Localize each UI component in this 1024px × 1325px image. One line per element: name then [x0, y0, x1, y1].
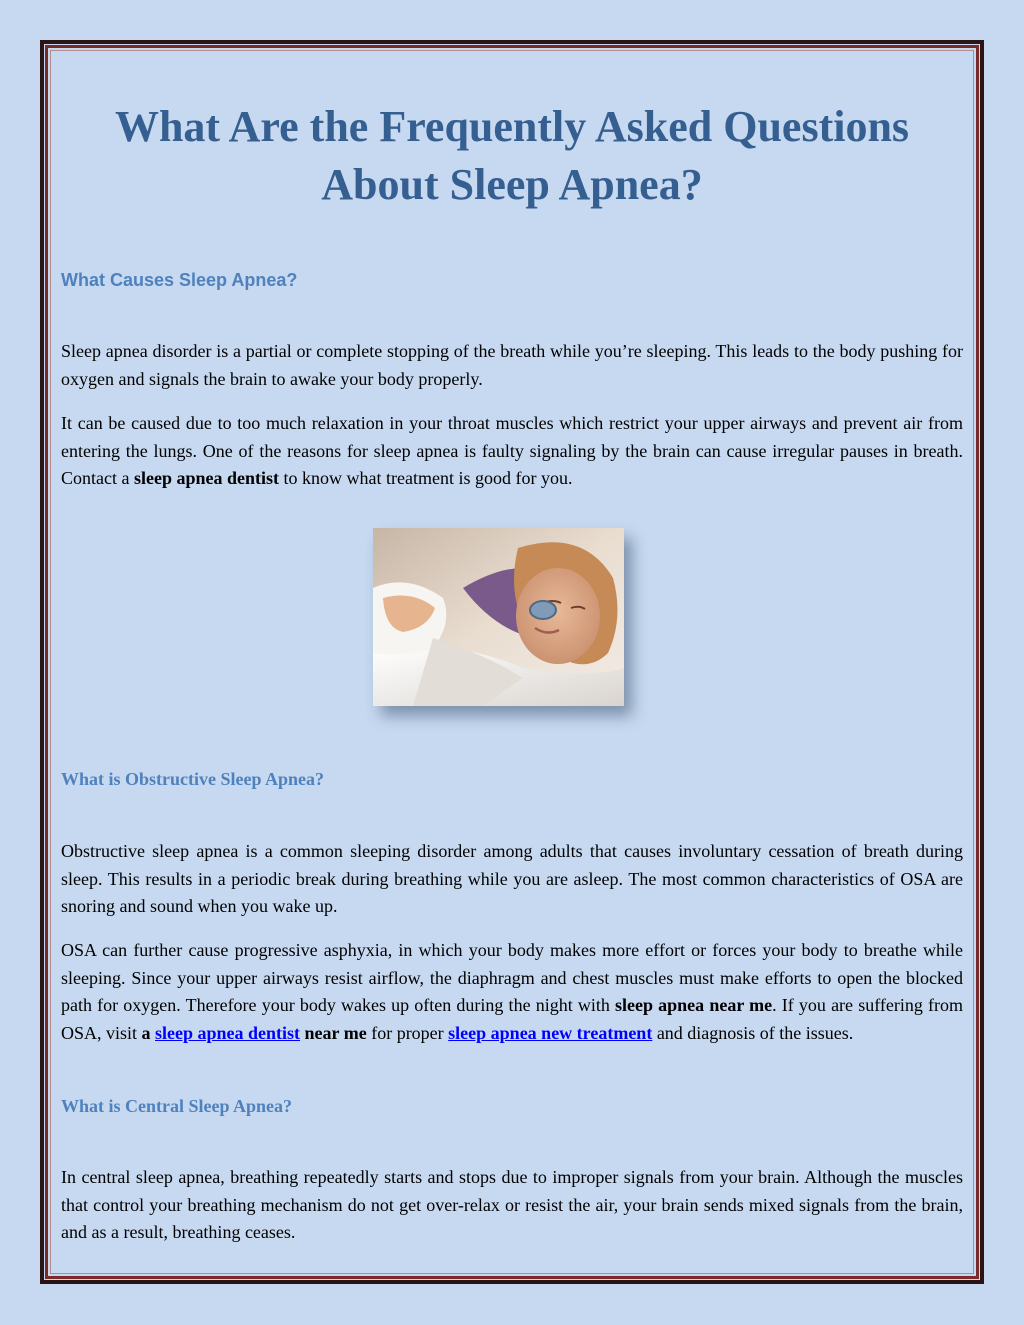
- section-heading-obstructive: What is Obstructive Sleep Apnea?: [61, 769, 325, 789]
- paragraph-obstructive-2: OSA can further cause progressive asphyxia, in which your body makes more effort or forces your body to breathe while sleeping. Since your upper airways resist airflow, the diaphragm and chest muscles must make efforts to open the blocked path for oxygen. Therefore your body wakes up often during the night with sleep apnea near me. If you are suffering from OSA, visit a sleep apnea dentist near me for proper sleep apnea new treatment and diagnosis of the issues.: [61, 940, 963, 1043]
- page-title-line-2: About Sleep Apnea?: [321, 160, 703, 209]
- link-sleep-apnea-dentist[interactable]: sleep apnea dentist: [155, 1022, 301, 1043]
- page-title: [61, 98, 963, 214]
- keyword-sleep-apnea-near-me: sleep apnea near me: [615, 995, 773, 1015]
- paragraph-causes-2: It can be caused due to too much relaxation in your throat muscles which restrict your upper airways and prevent air from entering the lungs. One of the reasons for sleep apnea is faulty signaling by the brain can cause irregular pauses in breath. Contact a sleep apnea dentist to know what treatment is good for you.: [61, 413, 963, 488]
- section-heading-central: What is Central Sleep Apnea?: [61, 1096, 293, 1116]
- keyword-near-me: near me: [304, 1022, 367, 1043]
- link-sleep-apnea-new-treatment[interactable]: sleep apnea new treatment: [448, 1022, 653, 1043]
- paragraph-central-1: In central sleep apnea, breathing repeatedly starts and stops due to improper signals from your brain. Although the muscles that control your breathing mechanism do not get over-relax or resist the air, your brain sends mixed signals from the brain, and as a result, breathing ceases.: [61, 1167, 963, 1242]
- keyword-sleep-apnea-dentist: sleep apnea dentist: [133, 468, 279, 488]
- page-title-line-1: What Are the Frequently Asked Questions: [114, 102, 910, 151]
- sleeping-woman-image: [373, 528, 624, 706]
- paragraph-causes-1: Sleep apnea disorder is a partial or complete stopping of the breath while you’re sleeping. This leads to the body pushing for oxygen and signals the brain to awake your body properly.: [61, 341, 963, 389]
- section-heading-causes: What Causes Sleep Apnea?: [61, 270, 298, 290]
- paragraph-obstructive-1: Obstructive sleep apnea is a common sleeping disorder among adults that causes involuntary cessation of breath during sleep. This results in a periodic break during breathing while you are asleep. The most common characteristics of OSA are snoring and sound when you wake up.: [61, 841, 963, 916]
- sleeping-woman-nasal-mask-photo-icon: [373, 528, 624, 706]
